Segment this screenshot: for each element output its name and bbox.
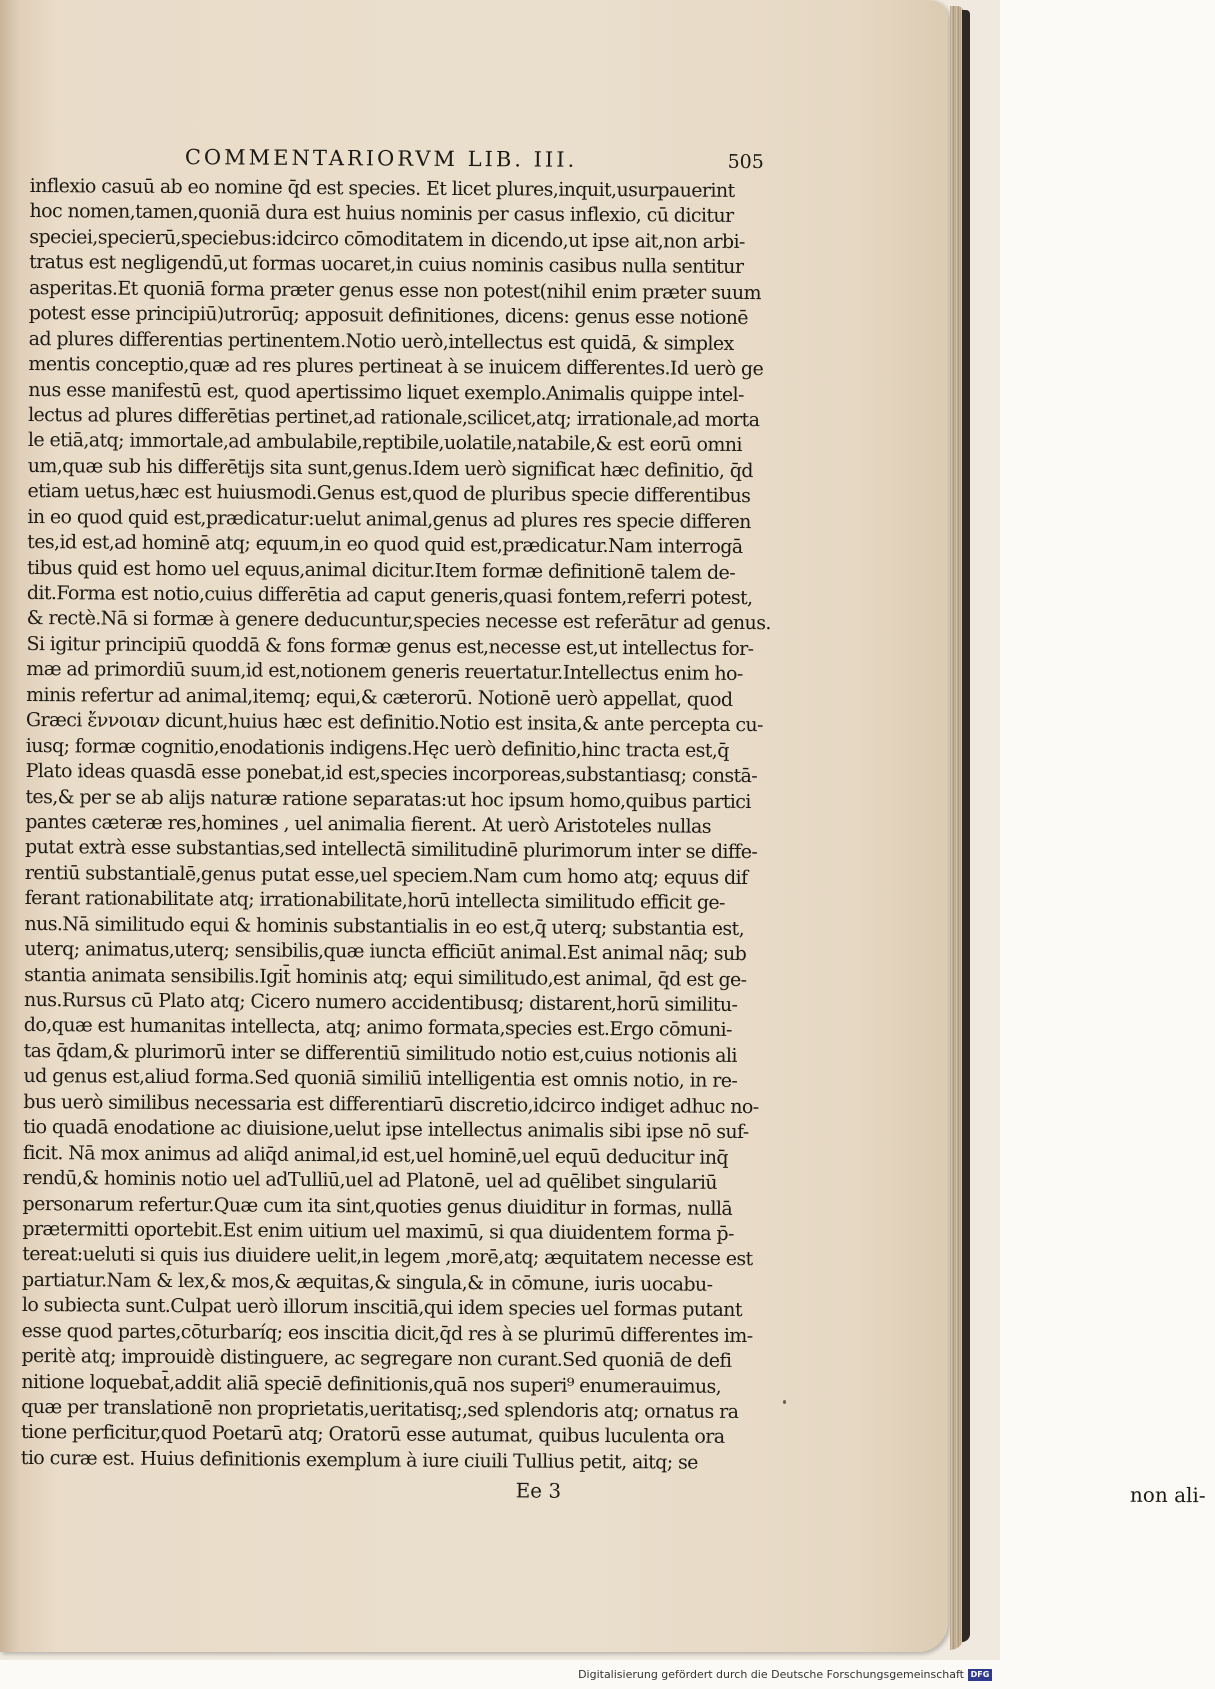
text-line: potest esse principiū)utrorūq; apposuit definitiones, dicens: genus esse notionē — [28, 302, 748, 330]
page-content — [20, 144, 1206, 1508]
catchword: non ali- — [1129, 1483, 1206, 1508]
text-line: speciei,specierū,speciebus:idcirco cōmoditatem in dicendo,ut ipse ait,non arbi- — [29, 225, 745, 253]
text-line: pantes cæteræ res,homines , uel animalia fierent. At uerò Aristoteles nullas — [25, 810, 711, 838]
text-line: nus.Nā similitudo equi & hominis substantialis in eo est,q̄ uterq; substantia est, — [24, 912, 745, 940]
text-line: Græci ἔννοιαν dicunt,huius hæc est definitio.Notio est insita,& ante percepta cu- — [25, 709, 764, 737]
text-line: quæ per translationē non proprietatis,ueritatisq;,sed splendoris atq; ornatus ra — [21, 1395, 739, 1423]
text-line: esse quod partes,cōturbaríq; eos inscitia dicit,q̄d res à se plurimū differentes im- — [21, 1319, 753, 1347]
body-text — [20, 174, 771, 1476]
text-line: le etiā,atq; immortale,ad ambulabile,reptibile,uolatile,natabile,& est eorū omni — [27, 429, 742, 457]
text-line: hoc nomen,tamen,quoniā dura est huius nominis per casus inflexio, cū dicitur — [29, 200, 734, 228]
text-line: tes,id est,ad hominē atq; equum,in eo quod quid est,prædicatur.Nam interrogā — [27, 531, 743, 559]
page-header — [30, 144, 764, 177]
text-line: rendū,& hominis notio uel adTulliū,uel ad Platonē, uel ad quēlibet singulariū — [22, 1167, 718, 1194]
text-line: minis refertur ad animal,itemq; equi,& cæterorū. Notionē uerò appellat, quod — [26, 683, 733, 711]
text-line: tratus est negligendū,ut formas uocaret,in cuius nominis casibus nulla sentitur — [29, 251, 744, 279]
running-title: COMMENTARIORVM LIB. III. — [184, 145, 578, 172]
text-line: mæ ad primordiū suum,id est,notionem generis reuertatur.Intellectus enim ho- — [26, 658, 743, 686]
text-line: & rectè.Nā si formæ à genere deducuntur,species necesse est referātur ad genus. — [26, 607, 771, 635]
folio-number: 505 — [727, 150, 764, 174]
text-line: Si igitur principiū quoddā & fons formæ genus est,necesse est,ut intellectus for- — [26, 632, 754, 660]
ink-speck — [783, 1400, 786, 1404]
text-line: inflexio casuū ab eo nomine q̄d est species. Et licet plures,inquit,usurpauerint — [29, 174, 735, 202]
text-line: stantia animata sensibilis.Igit̄ hominis atq; equi similitudo,est animal, q̄d est ge- — [24, 963, 747, 991]
text-line: tas q̄dam,& plurimorū inter se differentiū similitudo notio est,cuius notionis ali — [23, 1039, 737, 1067]
text-line: personarum refertur.Quæ cum ita sint,quoties genus diuiditur in formas, nullā — [22, 1192, 733, 1220]
text-line: Plato ideas quasdā esse ponebat,id est,species incorporeas,substantiasq; constā- — [25, 760, 758, 788]
book-cover-edge — [962, 10, 970, 1642]
text-line: do,quæ est humanitas intellecta, atq; animo formata,species est.Ergo cōmuni- — [23, 1014, 732, 1042]
text-line: bus uerò similibus necessaria est differentiarū discretio,idcirco indiget adhuc no- — [23, 1090, 759, 1118]
text-line: tio quadā enodatione ac diuisione,uelut ipse intellectus animalis sibi ipse nō suf- — [23, 1116, 749, 1144]
text-line: tereat:ueluti si quis ius diuidere uelit,in legem ,morē,atq; æquitatem necesse est — [22, 1243, 753, 1271]
credit-text: Digitalisierung gefördert durch die Deutsche Forschungsgemeinschaft — [578, 1668, 964, 1681]
text-line: nus esse manifestū est, quod apertissimo liquet exemplo.Animalis quippe intel- — [28, 378, 744, 406]
text-line: asperitas.Et quoniā forma præter genus esse non potest(nihil enim præter suum — [28, 276, 762, 304]
text-line: ficit. Nā mox animus ad aliq̄d animal,id est,uel hominē,uel equū deducitur inq̄ — [22, 1141, 729, 1169]
text-line: ad plures differentias pertinentem.Notio uerò,intellectus est quidā, & simplex — [28, 327, 734, 355]
text-line: tione perficitur,quod Poetarū atq; Oratorū esse autumat, quibus luculenta ora — [20, 1421, 725, 1449]
text-line: nus.Rursus cū Plato atq; Cicero numero accidentibusq; distarent,horū similitu- — [23, 988, 738, 1016]
text-line: nitione loquebat̄,addit aliā speciē definitionis,quā nos superi⁹ enumerauimus, — [21, 1370, 722, 1398]
text-line: lo subiecta sunt.Culpat uerò illorum inscitiā,qui idem species uel formas putant — [21, 1294, 742, 1322]
text-line: ferant rationabilitate atq; irrationabilitate,horū intellecta similitudo efficit ge- — [24, 887, 725, 915]
text-line: ud genus est,aliud forma.Sed quoniā similiū intelligentia est omnis notio, in re- — [23, 1065, 738, 1093]
text-line: partiatur.Nam & lex,& mos,& æquitas,& singula,& in cōmune, iuris uocabu- — [21, 1268, 713, 1296]
text-line: tes,& per se ab alijs naturæ ratione separatas:ut hoc ipsum homo,quibus partici — [25, 785, 751, 813]
text-line: iusq; formæ cognitio,enodationis indigens.Hęc uerò definitio,hinc tracta est,q̄ — [25, 734, 729, 762]
text-line: in eo quod quid est,prædicatur:uelut animal,genus ad plures res specie differen — [27, 505, 751, 533]
dfg-logo-icon: DFG — [968, 1669, 992, 1681]
text-line: peritè atq; improuidè distinguere, ac segregare non curant.Sed quoniā de defi — [21, 1345, 732, 1373]
text-line: um,quæ sub his differētijs sita sunt,genus.Idem uerò significat hæc definitio, q̄d — [27, 454, 753, 482]
text-line: etiam uetus,hæc est huiusmodi.Genus est,quod de pluribus specie differentibus — [27, 480, 751, 508]
signature-mark: Ee 3 — [515, 1478, 562, 1504]
text-line: tio curæ est. Huius definitionis exemplum à iure ciuili Tullius petit, aitq; se — [20, 1446, 698, 1474]
text-line: rentiū substantialē,genus putat esse,uel speciem.Nam cum homo atq; equus dif — [24, 861, 748, 889]
text-line: prætermitti oportebit.Est enim uitium uel maximū, si qua diuidentem forma p̄- — [22, 1217, 734, 1245]
text-line: tibus quid est homo uel equus,animal dicitur.Item formæ definitionē talem de- — [26, 556, 736, 584]
text-line: lectus ad plures differētias pertinet,ad rationale,scilicet,atq; irrationale,ad morta — [28, 403, 760, 432]
text-line: putat extrà esse substantias,sed intellectā similitudinē plurimorum inter se diffe- — [25, 836, 758, 864]
digitization-credit — [578, 1668, 992, 1681]
text-line: dit.Forma est notio,cuius differētia ad caput generis,quasi fontem,referri potest, — [26, 581, 753, 610]
text-line: mentis conceptio,quæ ad res plures pertineat à se inuicem differentes.Id uerò ge — [28, 353, 764, 381]
text-line: uterq; animatus,uterq; sensibilis,quæ iuncta efficiūt animal.Est animal nāq; sub — [24, 938, 747, 966]
